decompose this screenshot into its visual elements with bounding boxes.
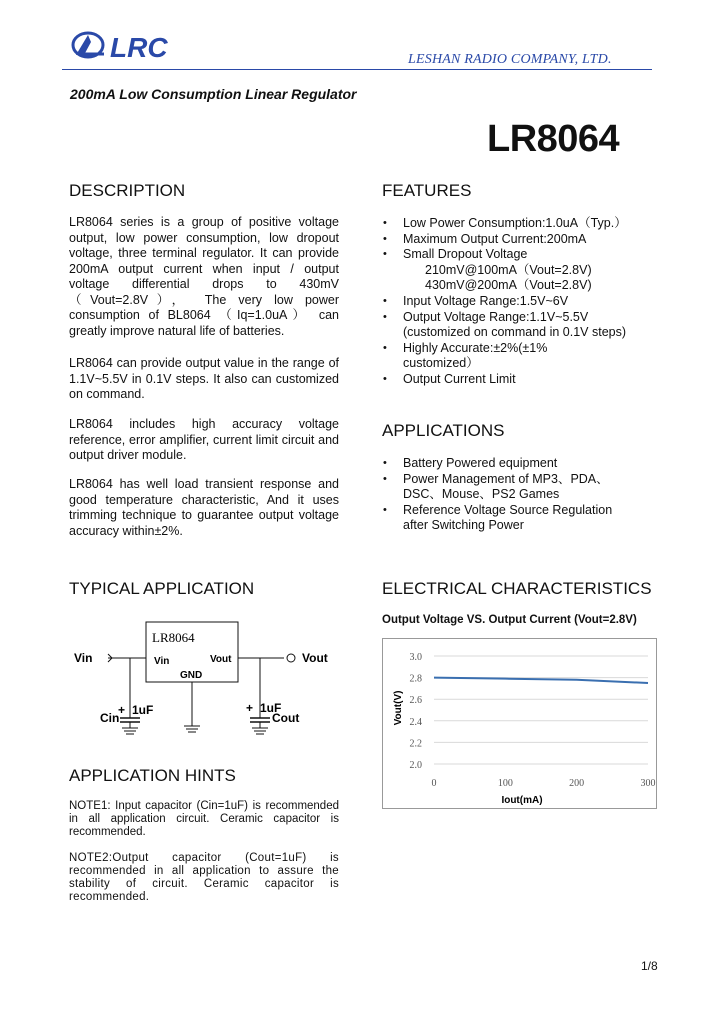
chart-xtick-label: 0 <box>431 778 437 789</box>
typical-application-circuit <box>68 614 348 744</box>
chart-ytick-label: 2.2 <box>409 738 422 750</box>
chart-border <box>383 639 657 809</box>
application-note-2: NOTE2:Output capacitor (Cout=1uF) is recommended in all application to assure the stability of circuit. Ceramic capacitor is recommended. <box>69 852 339 903</box>
cout-plus: + <box>246 701 254 715</box>
company-name: LESHAN RADIO COMPANY, LTD. <box>408 52 612 67</box>
feature-item: • Output Current Limit <box>382 372 672 388</box>
application-item: after Switching Power <box>403 518 524 533</box>
ic-label: LR8064 <box>152 630 195 645</box>
cin-value: 1uF <box>132 703 154 717</box>
cout-value: 1uF <box>260 701 282 715</box>
cout-label: Cout <box>272 711 300 725</box>
features-heading: FEATURES <box>382 181 472 200</box>
lrc-logo <box>70 28 210 68</box>
description-paragraph-1: LR8064 series is a group of positive voltage output, low power consumption, low dropout voltage, three terminal regulator. It can provide 200mA output current when input / output voltage differential drops to 430mV （Vout=2.8V）， The very low power consumption of BL8064 （Iq=1.0uA） can greatly improve natural life of batteries. <box>69 215 339 338</box>
feature-item: • Maximum Output Current:200mA <box>382 232 672 248</box>
feature-item: (customized on command in 0.1V steps) <box>403 325 627 340</box>
application-item: DSC、Mouse、PS2 Games <box>403 487 560 502</box>
application-hints-heading: APPLICATION HINTS <box>69 766 236 785</box>
feature-item: • Output Voltage Range:1.1V~5.5V <box>382 310 672 326</box>
page-number: 1/8 <box>641 959 658 973</box>
pin-vin-label: Vin <box>154 656 170 667</box>
logo-text: LRC <box>110 32 168 63</box>
feature-item: • Input Voltage Range:1.5V~6V <box>382 294 672 310</box>
feature-item: customized） <box>403 356 479 371</box>
cin-label: Cin <box>100 711 120 725</box>
chart-ytick-label: 2.4 <box>409 716 422 728</box>
chart-ytick-label: 2.8 <box>409 673 422 685</box>
output-voltage-chart <box>382 638 658 810</box>
features-list <box>382 216 672 388</box>
chart-ylabel: Vout(V) <box>393 690 404 726</box>
chart-ytick-label: 2.0 <box>409 760 422 771</box>
feature-item: • Highly Accurate:±2%(±1% <box>382 341 672 357</box>
application-item: • Battery Powered equipment <box>382 456 672 472</box>
applications-heading: APPLICATIONS <box>382 421 505 440</box>
chart-xtick-label: 200 <box>569 778 585 789</box>
feature-item: 210mV@100mA（Vout=2.8V) <box>425 262 592 277</box>
chart-xtick-label: 100 <box>497 778 513 789</box>
chart-xtick-label: 300 <box>640 778 656 789</box>
chart-ytick-label: 2.6 <box>409 695 422 707</box>
part-number: LR8064 <box>487 118 620 160</box>
chart-xlabel: Iout(mA) <box>501 795 543 806</box>
chart-ytick-label: 3.0 <box>409 652 422 663</box>
chart-series-line <box>434 678 648 683</box>
application-note-1: NOTE1: Input capacitor (Cin=1uF) is recommended in all application circuit. Ceramic capacitor is recommended. <box>69 800 339 838</box>
chart-title: Output Voltage VS. Output Current (Vout=2.8V) <box>382 614 637 626</box>
cin-plus: + <box>118 703 126 717</box>
application-item: • Reference Voltage Source Regulation <box>382 503 672 519</box>
document-subtitle: 200mA Low Consumption Linear Regulator <box>70 86 357 102</box>
feature-item: • Small Dropout Voltage <box>382 247 672 263</box>
vin-label: Vin <box>74 651 93 665</box>
application-item: • Power Management of MP3、PDA、 <box>382 472 672 488</box>
feature-item: • Low Power Consumption:1.0uA（Typ.） <box>382 216 672 232</box>
vout-terminal <box>287 654 295 662</box>
vout-label: Vout <box>302 651 328 665</box>
pin-gnd-label: GND <box>180 670 203 681</box>
feature-item: 430mV@200mA（Vout=2.8V) <box>425 278 592 293</box>
description-paragraph-3: LR8064 includes high accuracy voltage reference, error amplifier, current limit circuit and output driver module. <box>69 417 339 462</box>
typical-application-heading: TYPICAL APPLICATION <box>69 579 255 598</box>
description-paragraph-2: LR8064 can provide output value in the range of 1.1V~5.5V in 0.1V steps. It also can customized on command. <box>69 356 339 401</box>
description-paragraph-4: LR8064 has well load transient response and good temperature characteristic, And it uses trimming technique to guarantee output voltage accuracy within±2%. <box>69 477 339 538</box>
electrical-heading: ELECTRICAL CHARACTERISTICS <box>382 579 652 598</box>
pin-vout-label: Vout <box>210 654 232 665</box>
header-divider <box>62 69 652 70</box>
applications-list <box>382 456 672 534</box>
description-heading: DESCRIPTION <box>69 181 186 200</box>
